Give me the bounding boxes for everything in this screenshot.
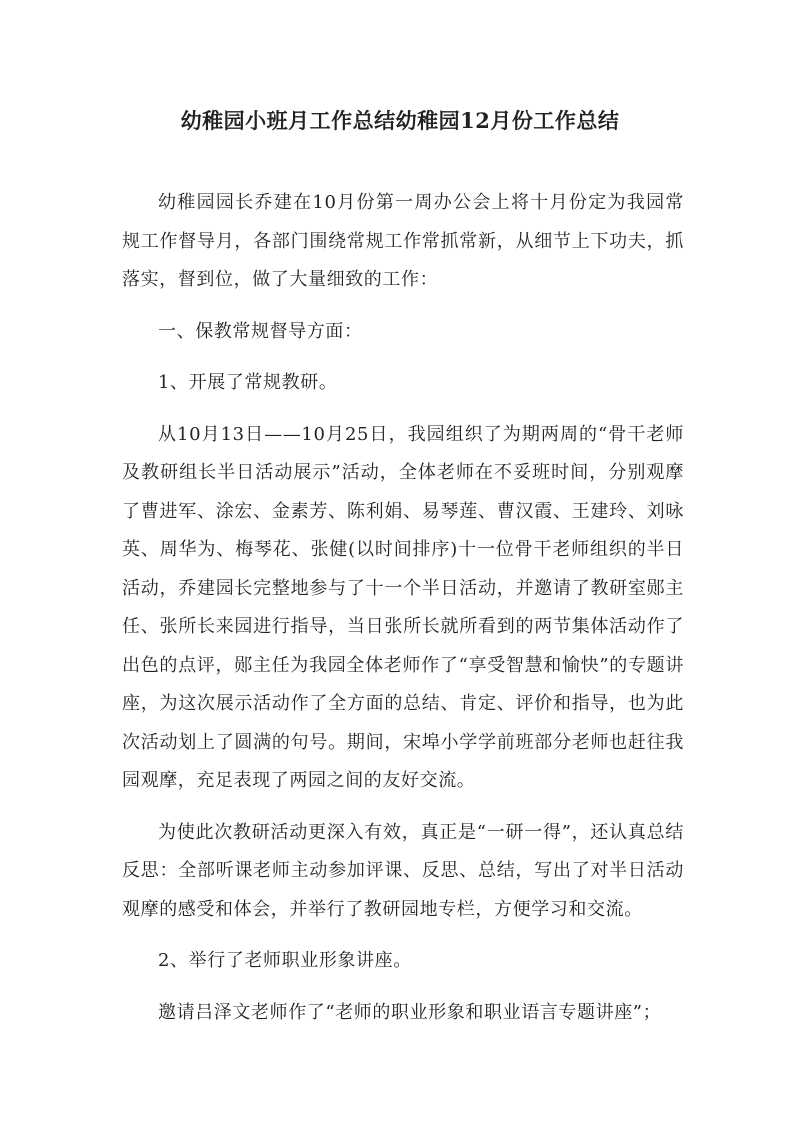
subsection-heading: 1、开展了常规教研。 bbox=[158, 372, 338, 393]
paragraph-intro: 幼稚园园长乔建在10月份第一周办公会上将十月份定为我园常规工作督导月，各部门围绕常规工作常抓常新，从细节上下功夫，抓落实，督到位，做了大量细致的工作： bbox=[122, 192, 684, 290]
document-body bbox=[122, 184, 684, 1045]
document-title: 幼稚园小班月工作总结幼稚园12月份工作总结 bbox=[180, 108, 620, 133]
paragraph-lecture: 邀请吕泽文老师作了“老师的职业形象和职业语言专题讲座”； bbox=[158, 1001, 662, 1023]
paragraph-activity: 从10月13日——10月25日，我园组织了为期两周的“骨干老师及教研组长半日活动展示”活动，全体老师在不妥班时间，分别观摩了曹进军、涂宏、金素芳、陈利娟、易琴莲、曹汉霞、王建玲、刘咏英、周华为、梅琴花、张健(以时间排序)十一位骨干老师组织的半日活动，乔建园长完整地参与了十一个半日活动，并邀请了教研室郧主任、张所长来园进行指导，当日张所长就所看到的两节集体活动作了出色的点评，郧主任为我园全体老师作了“享受智慧和愉快”的专题讲座，为这次展示活动作了全方面的总结、肯定、评价和指导，也为此次活动划上了圆满的句号。期间，宋埠小学学前班部分老师也赶往我园观摩，充足表现了两园之间的友好交流。 bbox=[122, 423, 684, 791]
section-heading: 一、保教常规督导方面： bbox=[158, 320, 363, 342]
subsection-heading: 2、举行了老师职业形象讲座。 bbox=[158, 950, 412, 971]
paragraph-reflection: 为使此次教研活动更深入有效，真正是“一研一得”，还认真总结反思：全部听课老师主动参加评课、反思、总结，写出了对半日活动观摩的感受和体会，并举行了教研园地专栏，方便学习和交流。 bbox=[122, 821, 684, 920]
